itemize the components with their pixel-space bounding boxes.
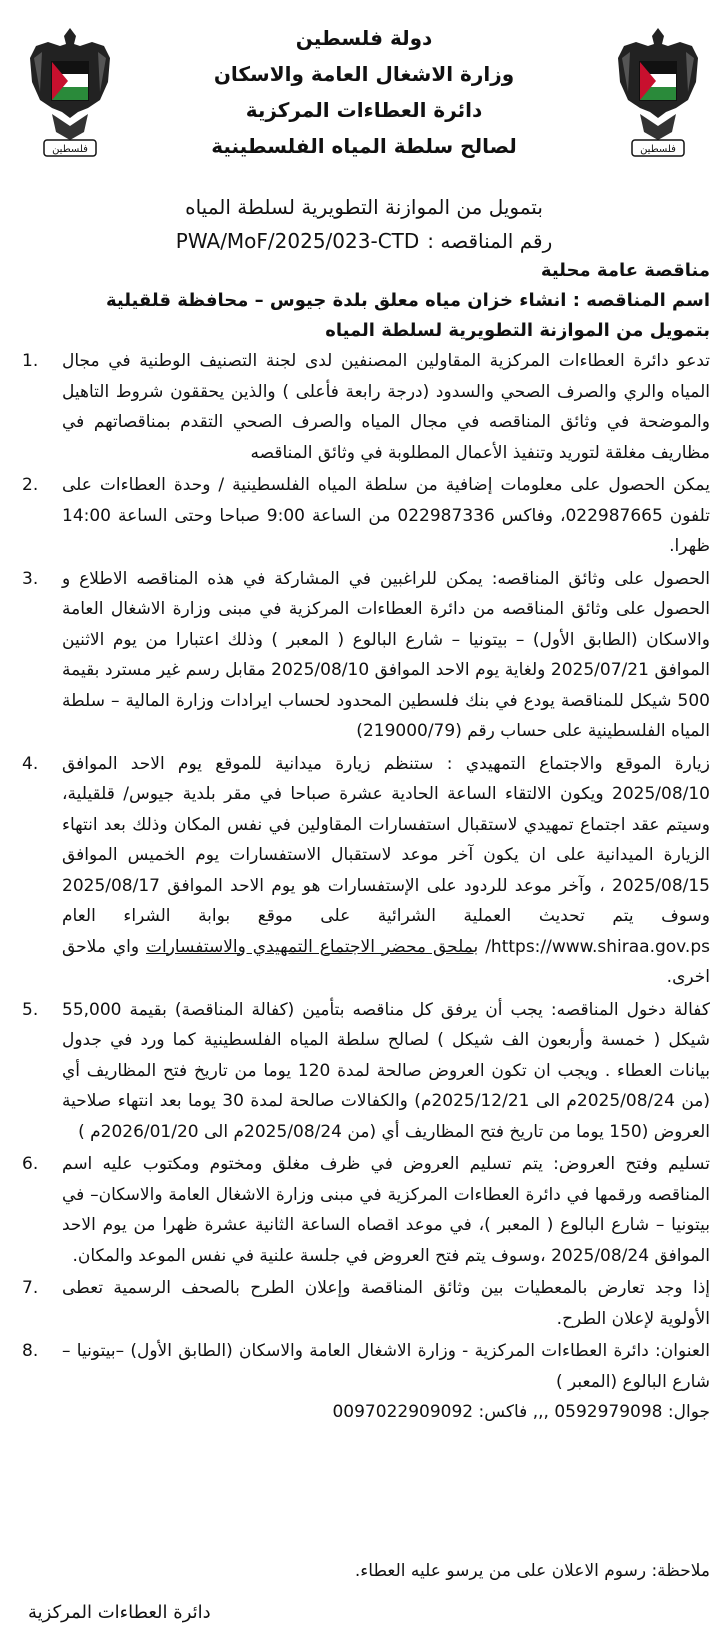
- clause-number: 6.: [22, 1154, 39, 1174]
- clause-number: 3.: [22, 568, 39, 589]
- clause-6: [18, 1149, 710, 1271]
- addendum-link[interactable]: بملحق محضر الاجتماع التمهيدي والاستفسارات: [145, 936, 479, 957]
- tender-number-label: رقم المناقصه :: [427, 229, 553, 253]
- clause-text: الحصول على وثائق المناقصه: يمكن للراغبين في المشاركة في هذه المناقصه الاطلاع و الحصول على وثائق المناقصه من دائرة العطاءات المركزية في مبنى وزارة الاشغال العامة والاسكان (الطابق الأول) – بيتونيا – شارع البالوع ( المعبر ) وذلك اعتبارا من يوم الاثنين الموافق 2025/07/21 ولغاية يوم الاحد الموافق 2025/08/10 مقابل رسم غير مسترد بقيمة 500 شيكل للمناقصة يودع في بنك فلسطين المحدود لحساب ايرادات وزارة المالية – سلطة المياه الفلسطينية على حساب رقم (219000/79): [62, 568, 710, 741]
- clause-text: العنوان: دائرة العطاءات المركزية - وزارة الاشغال العامة والاسكان (الطابق الأول) –بيتونيا – شارع البالوع (المعبر ): [62, 1341, 710, 1392]
- clause-text: زيارة الموقع والاجتماع التمهيدي : ستنظم زيارة ميدانية للموقع يوم الاحد الموافق 2025/08/10 ويكون الالتقاء الساعة الحادية عشرة صباحا في مقر بلدية جيوس/ قلقيلية، وسيتم عقد اجتماع تمهيدي لاستقبال استفسارات المقاولين في نفس المكان وذلك بعد انتهاء الزيارة الميدانية على ان يكون آخر موعد لاستقبال الاستفسارات يوم الخميس الموافق 2025/08/15 ، وآخر موعد للردود على الإستفسارات هو يوم الاحد الموافق 2025/08/17 وسوف يتم تحديث العملية الشرائية على موقع بوابة الشراء العام https://www.shiraa.gov.ps/: [62, 753, 710, 957]
- clause-text-end: واي ملاحق اخرى.: [62, 936, 710, 987]
- tender-funding: بتمويل من الموازنة التطويرية لسلطة المياه: [325, 320, 710, 341]
- clause-text: إذا وجد تعارض بالمعطيات بين وثائق المناقصة وإعلان الطرح بالصحف الرسمية تعطى الأولوية لإعلان الطرح.: [62, 1278, 710, 1329]
- state-name: دولة فلسطين: [295, 26, 433, 50]
- clause-8: [18, 1336, 710, 1428]
- clause-4: [18, 749, 710, 993]
- tender-type: مناقصة عامة محلية: [540, 260, 710, 281]
- tender-number: PWA/MoF/2025/023-CTD: [175, 229, 420, 253]
- eagle-emblem-icon: [22, 22, 118, 162]
- clause-number: 5.: [22, 999, 39, 1020]
- palestine-emblem-left: [22, 22, 118, 162]
- letterhead: [130, 20, 598, 164]
- clause-text: تدعو دائرة العطاءات المركزية المقاولين المصنفين لدى لجنة التصنيف الوطنية في مجال المياه والري والصرف الصحي والسدود (درجة رابعة فأعلى ) والذين يحققون شروط التاهيل والموضحة في وثائق المناقصه في مجال المياه والصرف الصحي التقدم بمناقصاتهم في مظاريف مغلقة لتوريد وتنفيذ الأعمال المطلوبة في وثائق المناقصه: [62, 351, 710, 463]
- clause-number: 2.: [22, 475, 39, 495]
- clause-number: 7.: [22, 1278, 39, 1298]
- tender-clauses: [18, 346, 710, 1430]
- emblem-caption: فلسطين: [640, 144, 676, 155]
- tender-name: اسم المناقصه : انشاء خزان مياه معلق بلدة جيوس – محافظة قلقيلية: [105, 290, 710, 311]
- clause-text: تسليم وفتح العروض: يتم تسليم العروض في ظرف مغلق ومختوم ومكتوب عليه اسم المناقصه ورقمها في دائرة العطاءات المركزية في مبنى وزارة الاشغال العامة والاسكان– في بيتونيا – شارع البالوع ( المعبر )، في موعد اقصاه الساعة الثانية عشرة ظهرا من يوم الاحد الموافق 2025/08/24 ،وسوف يتم فتح العروض في جلسة علنية في نفس الموعد والمكان.: [62, 1154, 710, 1266]
- tender-reference: [130, 224, 598, 258]
- eagle-emblem-icon: [610, 22, 706, 162]
- contact-numbers: جوال: 0592979098 ,,, فاكس: 0097022909092: [332, 1402, 710, 1422]
- funding-block: [130, 190, 598, 258]
- tender-titles: [20, 256, 710, 346]
- clause-text: كفالة دخول المناقصه: يجب أن يرفق كل مناقصه بتأمين (كفالة المناقصة) بقيمة 55,000 شيكل ( خمسة وأربعون الف شيكل ) لصالح سلطة المياه الفلسطينية كما ورد في جدول بيانات العطاء . ويجب ان تكون العروض صالحة لمدة 120 يوما من تاريخ فتح المظاريف أي (من 2025/08/24م الى 2025/12/21م) والكفالات صالحة لمدة 30 يوما بعد انتهاء صلاحية العروض (150 يوما من تاريخ فتح المظاريف أي (من 2025/08/24م الى 2026/01/20م ): [62, 999, 711, 1142]
- signature: دائرة العطاءات المركزية: [28, 1602, 211, 1623]
- clause-2: [18, 470, 710, 562]
- clause-number: 4.: [22, 753, 39, 774]
- clause-3: [18, 564, 710, 747]
- palestine-emblem-right: [610, 22, 706, 162]
- ministry-name: وزارة الاشغال العامة والاسكان: [213, 62, 515, 86]
- funding-source: بتمويل من الموازنة التطويرية لسلطة المياه: [185, 195, 543, 219]
- clause-7: [18, 1273, 710, 1334]
- clause-number: 1.: [22, 351, 39, 371]
- beneficiary-name: لصالح سلطة المياه الفلسطينية: [211, 134, 517, 158]
- clause-5: [18, 995, 710, 1148]
- department-name: دائرة العطاءات المركزية: [245, 98, 483, 122]
- clause-number: 8.: [22, 1341, 39, 1361]
- fees-note: ملاحظة: رسوم الاعلان على من يرسو عليه العطاء.: [354, 1561, 710, 1581]
- clause-1: [18, 346, 710, 468]
- clause-text: يمكن الحصول على معلومات إضافية من سلطة المياه الفلسطينية / وحدة العطاءات على تلفون 022987665، وفاكس 022987336 من الساعة 9:00 صباحا وحتى الساعة 14:00 ظهرا.: [62, 475, 710, 556]
- emblem-caption: فلسطين: [52, 144, 88, 155]
